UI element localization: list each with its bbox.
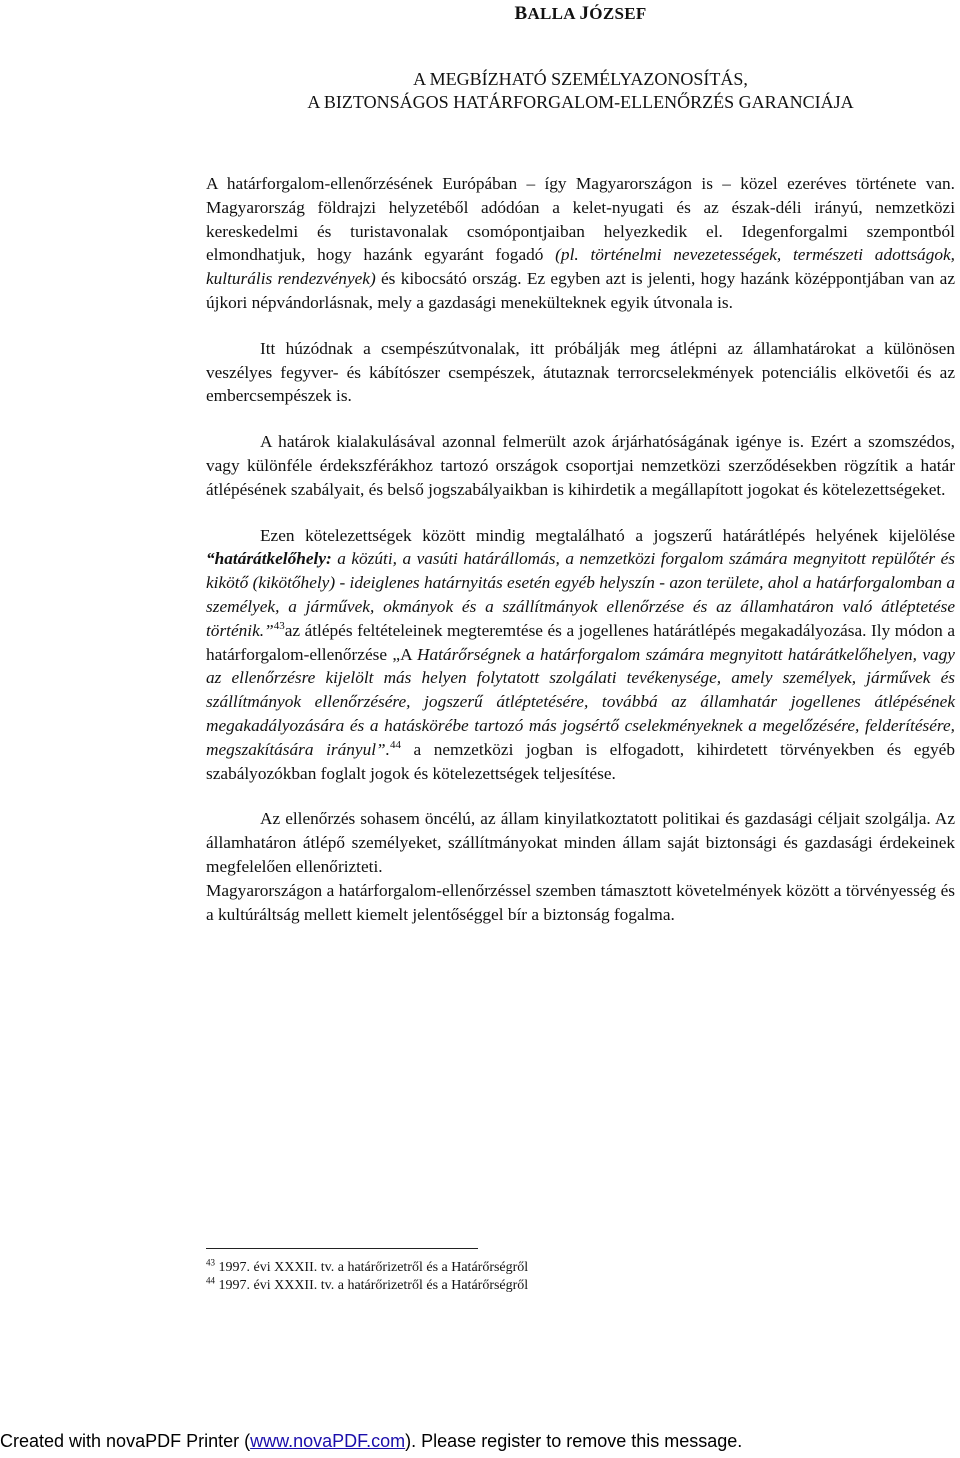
footnote-43 xyxy=(206,1259,906,1277)
paragraph-4-text-c: a nemzetközi jogban is elfogadott, kihirdetett törvényekben és egyéb szabályozókban foglalt jogok és kötelezettségek teljesítése. xyxy=(206,739,955,783)
paragraph-4-text-a: Ezen kötelezettségek között mindig megtalálható a jogszerű határátlépés helyének kijelölése xyxy=(260,525,955,545)
paragraph-4-text-b: az átlépés feltételeinek megteremtése és a jogellenes határátlépés megakadályozása. Ily módon a határforgalom-ellenőrzése xyxy=(206,620,955,664)
paragraph-2: Itt húzódnak a csempészútvonalak, itt próbálják meg átlépni az államhatárokat a különösen veszélyes fegyver- és kábítószer csempészek, átutaznak terrorcselekmények potenciális elkövetői és az embercsempészek is. xyxy=(206,338,955,406)
paragraph-1-italic: (pl. történelmi nevezetességek, természeti adottságok, kulturális rendezvények) xyxy=(206,245,955,289)
footnote-number: 43 xyxy=(206,1257,215,1268)
title-line-1: A MEGBÍZHATÓ SZEMÉLYAZONOSÍTÁS, xyxy=(413,69,748,89)
novapdf-link[interactable]: www.novaPDF.com xyxy=(250,1431,406,1451)
paragraph-5: Az ellenőrzés sohasem öncélú, az állam kinyilatkoztatott politikai és gazdasági céljait szolgálja. Az államhatáron átlépő személyeket, szállítmányokat minden állam saját biztonsági és gazdasági érdekeinek megfelelően ellenőrizteti. xyxy=(206,809,955,876)
document-page xyxy=(206,0,955,926)
footnote-ref-44: 44 xyxy=(389,738,401,751)
footnote-number: 44 xyxy=(206,1275,215,1286)
paragraph-4-definition: a közúti, a vasúti határállomás, a nemzetközi forgalom számára megnyitott repülőtér és kikötő (kikötőhely) - ideiglenes határnyitás esetén egyéb helyszín - azon területe, ahol a határforgalomban a személyek, a járművek, okmányok és a szállítmányok ellenőrzése és az államhatáron való átléptetése történik.” xyxy=(206,549,955,640)
author-initial: B xyxy=(514,3,528,24)
paragraph-4-quote-open: „A xyxy=(392,644,417,664)
author-given-initial: J xyxy=(579,3,590,24)
footnote-text: 1997. évi XXXII. tv. a határőrizetről és a Határőrségről xyxy=(215,1260,529,1275)
author-name xyxy=(206,3,955,25)
banner-suffix: ). Please register to remove this message. xyxy=(405,1431,743,1451)
paragraph-1-text-a: A határforgalom-ellenőrzésének Európában – így Magyarországon is – közel ezeréves története van. Magyarország földrajzi helyzetéből adódóan a kelet-nyugati és az észak-déli irányú, nemzetközi kereskedelmi és turistavonalak csomópontjaiban helyezkedik el. Idegenforgalmi szempontból elmondhatjuk, hogy hazánk egyaránt fogadó xyxy=(206,174,955,265)
banner-prefix: Created with novaPDF Printer ( xyxy=(0,1431,251,1451)
title-line-2: A BIZTONSÁGOS HATÁRFORGALOM-ELLENŐRZÉS GARANCIÁJA xyxy=(307,92,854,112)
paragraph-1 xyxy=(206,172,955,315)
document-body xyxy=(206,172,955,926)
footnote-divider xyxy=(206,1248,478,1249)
author-surname-rest: ALLA xyxy=(527,4,580,23)
footnotes xyxy=(206,1248,906,1295)
author-given-rest: ÓZSEF xyxy=(589,4,647,23)
paragraph-4 xyxy=(206,524,955,786)
pdf-printer-banner xyxy=(0,1431,960,1452)
paragraph-4-definition-2: Határőrségnek a határforgalom számára megnyitott határátkelőhelyen, vagy az ellenőrzésre kijelölt más helyen folytatott szolgálati tevékenysége, amely személyek, járművek és szállítmányok ellenőrzésére, jogszerű átléptetésére, továbbá az államhatár jogellenes átlépésének megakadályozására és a hatáskörébe tartozó más jogsértő cselekményeknek a megelőzésére, felderítésére, megszakítására irányul”. xyxy=(206,644,955,759)
footnote-text: 1997. évi XXXII. tv. a határőrizetről és a Határőrségről xyxy=(215,1278,529,1293)
footnote-ref-43: 43 xyxy=(273,619,285,632)
footnote-44 xyxy=(206,1277,906,1295)
paragraph-3: A határok kialakulásával azonnal felmerült azok árjárhatóságának igénye is. Ezért a szomszédos, vagy különféle érdekszférákhoz tartozó országok csoportjai nemzetközi szerződésekben rögzítik a határ átlépésének szabályait, és belső jogszabályaikban is kihirdetik a megállapított jogokat és kötelezettségeket. xyxy=(206,432,955,499)
term-hataratkelohely: “határátkelőhely: xyxy=(206,549,332,569)
paragraph-1-text-b: és kibocsátó ország. Ez egyben azt is jelenti, hogy hazánk középpontjában van az újkori népvándorlásnak, mely a gazdasági menekülteknek egyik útvonala is. xyxy=(206,269,955,312)
paragraph-6: Magyarországon a határforgalom-ellenőrzéssel szemben támasztott követelmények között a törvényesség és a kultúráltság mellett kiemelt jelentőséggel bír a biztonság fogalma. xyxy=(206,880,955,924)
document-title xyxy=(206,68,955,114)
